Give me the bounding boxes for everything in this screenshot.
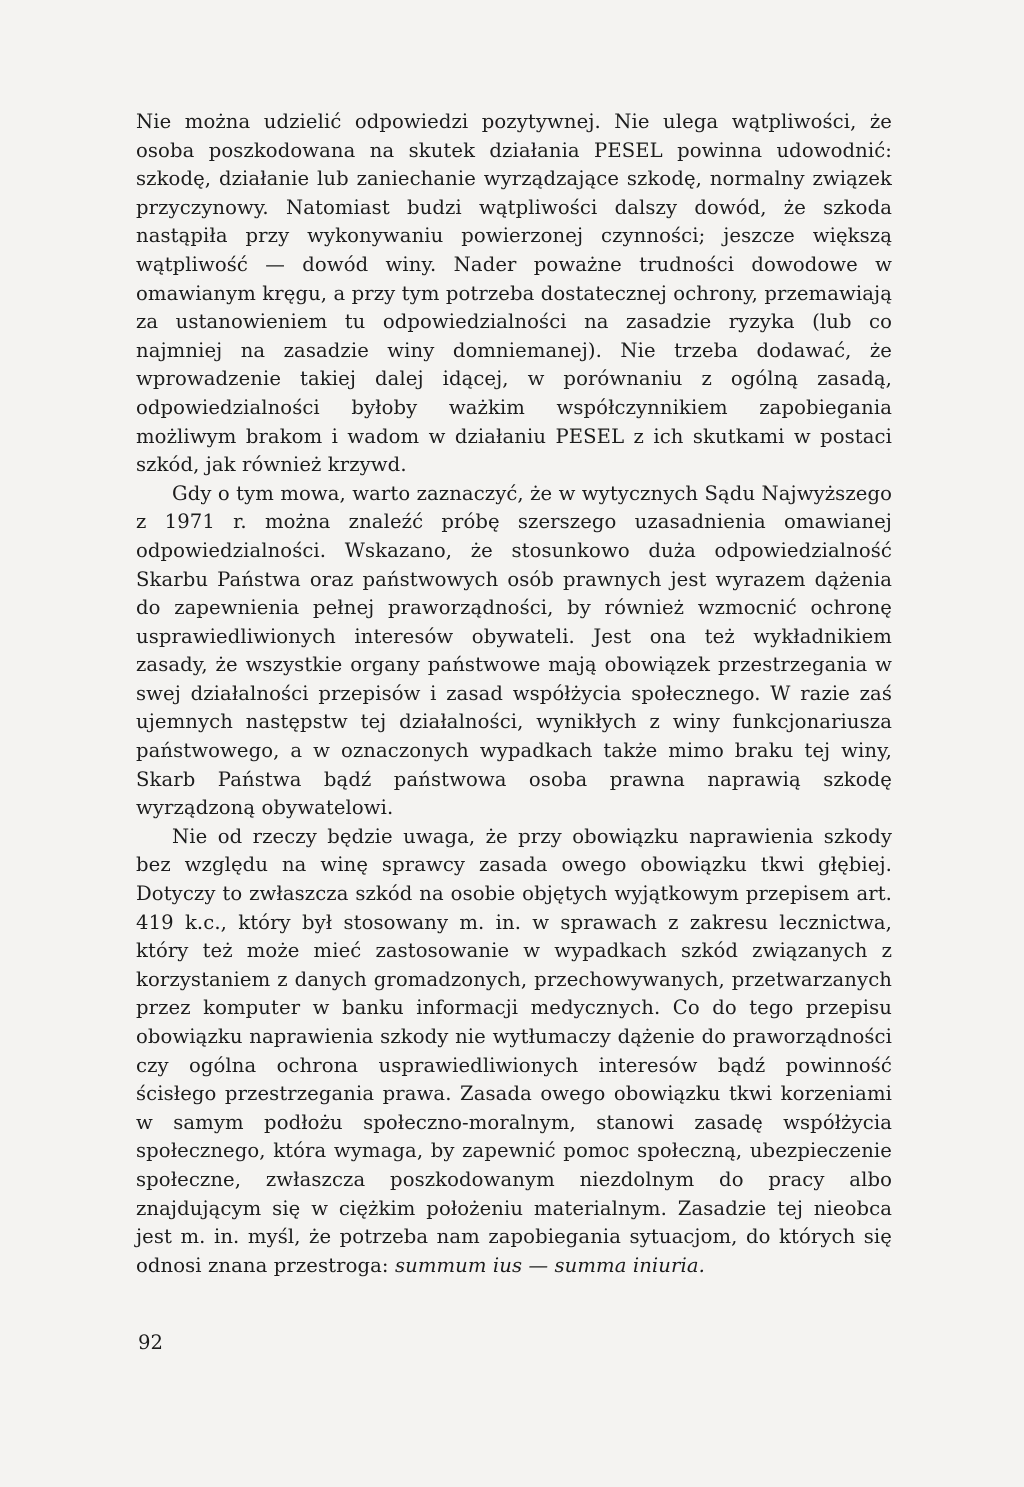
body-text [136, 108, 892, 1280]
page-number: 92 [138, 1331, 163, 1354]
latin-maxim: summum ius — summa iniuria. [394, 1253, 705, 1277]
paragraph-2: Gdy o tym mowa, warto zaznaczyć, że w wytycznych Sądu Najwyższego z 1971 r. można znaleźć próbę szerszego uzasadnienia omawianej odpowiedzialności. Wskazano, że stosunkowo duża odpowiedzialność Skarbu Państwa oraz państwowych osób prawnych jest wyrazem dążenia do zapewnienia pełnej praworządności, by również wzmocnić ochronę usprawiedliwionych interesów obywateli. Jest ona też wykładnikiem zasady, że wszystkie organy państwowe mają obowiązek przestrzegania w swej działalności przepisów i zasad współżycia społecznego. W razie zaś ujemnych następstw tej działalności, wynikłych z winy funkcjonariusza państwowego, a w oznaczonych wypadkach także mimo braku tej winy, Skarb Państwa bądź państwowa osoba prawna naprawią szkodę wyrządzoną obywatelowi. [136, 481, 892, 820]
paragraph-1: Nie można udzielić odpowiedzi pozytywnej. Nie ulega wątpliwości, że osoba poszkodowana na skutek działania PESEL powinna udowodnić: szkodę, działanie lub zaniechanie wyrządzające szkodę, normalny związek przyczynowy. Natomiast budzi wątpliwości dalszy dowód, że szkoda nastąpiła przy wykonywaniu powierzonej czynności; jeszcze większą wątpliwość — dowód winy. Nader poważne trudności dowodowe w omawianym kręgu, a przy tym potrzeba dostatecznej ochrony, przemawiają za ustanowieniem tu odpowiedzialności na zasadzie ryzyka (lub co najmniej na zasadzie winy domniemanej). Nie trzeba dodawać, że wprowadzenie takiej dalej idącej, w porównaniu z ogólną zasadą, odpowiedzialności byłoby ważkim współczynnikiem zapobiegania możliwym brakom i wadom w działaniu PESEL z ich skutkami w postaci szkód, jak również krzywd. [136, 110, 892, 477]
paragraph-3 [136, 823, 892, 1281]
paragraph-3-text: Nie od rzeczy będzie uwaga, że przy obowiązku naprawienia szkody bez względu na winę sprawcy zasada owego obowiązku tkwi głębiej. Dotyczy to zwłaszcza szkód na osobie objętych wyjątkowym przepisem art. 419 k.c., który był stosowany m. in. w sprawach z zakresu lecznictwa, który też może mieć zastosowanie w wypadkach szkód związanych z korzystaniem z danych gromadzonych, przechowywanych, przetwarzanych przez komputer w banku informacji medycznych. Co do tego przepisu obowiązku naprawienia szkody nie wytłumaczy dążenie do praworządności czy ogólna ochrona usprawiedliwionych interesów bądź powinność ścisłego przestrzegania prawa. Zasada owego obowiązku tkwi korzeniami w samym podłożu społeczno-moralnym, stanowi zasadę współżycia społecznego, która wymaga, by zapewnić pomoc społeczną, ubezpieczenie społeczne, zwłaszcza poszkodowanym niezdolnym do pracy albo znajdującym się w ciężkim położeniu materialnym. Zasadzie tej nieobca jest m. in. myśl, że potrzeba nam zapobiegania sytuacjom, do których się odnosi znana przestroga: [136, 824, 892, 1277]
